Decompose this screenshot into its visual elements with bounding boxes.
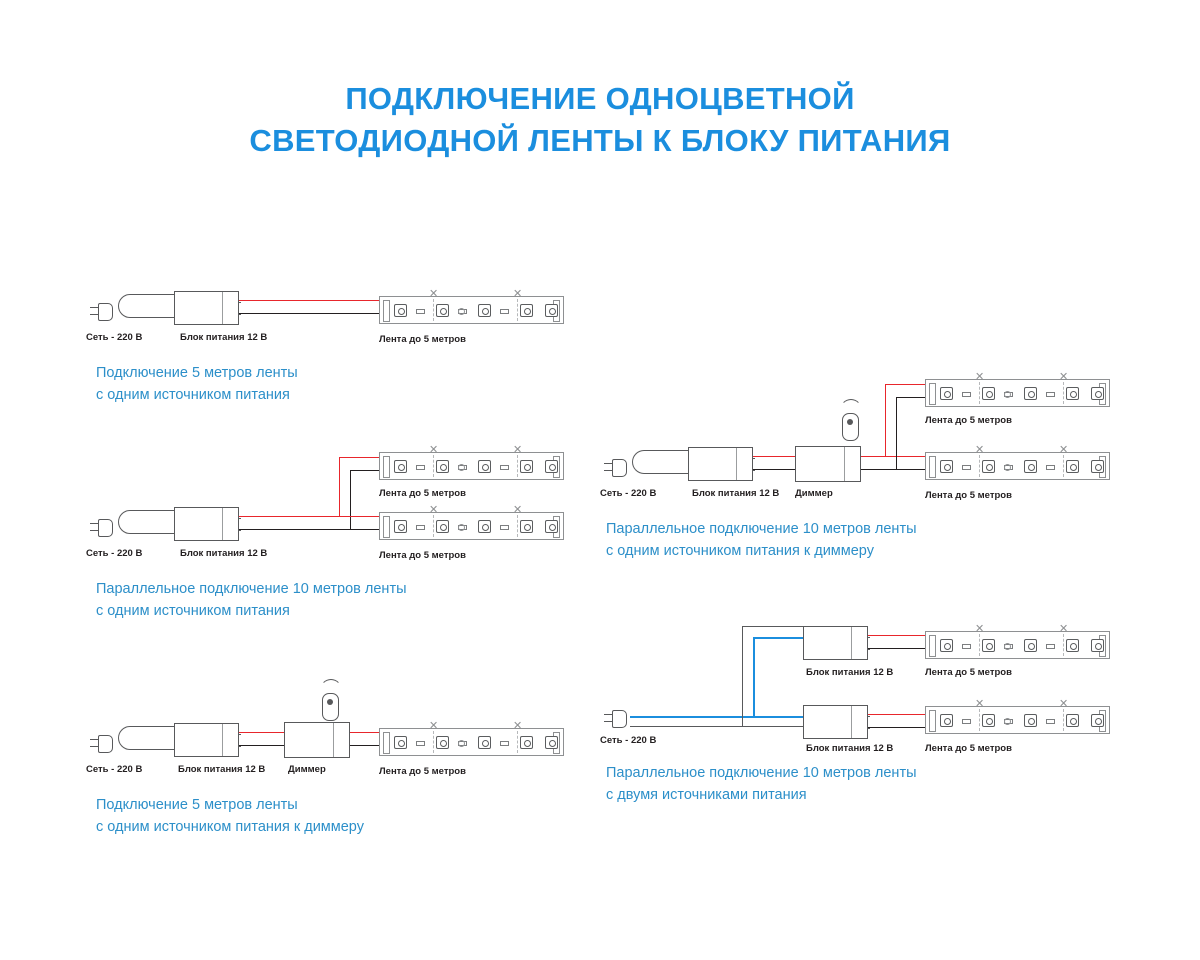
mains-wire-bottom — [140, 533, 174, 534]
wire-negative-psu-to-dimmer — [753, 469, 795, 470]
power-supply-unit — [174, 723, 239, 757]
diagram-caption-5: Параллельное подключение 10 метров ленты с двумя источниками питания — [606, 765, 917, 804]
label-psu: Блок питания 12 В — [806, 743, 894, 754]
wire-positive-psu2 — [868, 714, 926, 715]
wire-negative-psu1 — [868, 648, 926, 649]
label-psu: Блок питания 12 В — [806, 667, 894, 678]
wire-mains-grey-to-psu2 — [755, 726, 803, 727]
label-strip: Лента до 5 метров — [925, 490, 1012, 501]
wire-negative-riser — [350, 470, 351, 530]
wire-negative-riser — [896, 397, 897, 470]
wire-mains-grey-to-psu1 — [742, 626, 803, 627]
diagram-caption-2: Параллельное подключение 10 метров ленты с одним источником питания — [96, 581, 407, 620]
led-strip: ✕ ✕ — [379, 728, 564, 756]
wire-positive-branch-top — [885, 384, 926, 385]
wire-positive-psu-to-dimmer — [239, 732, 284, 733]
led-strip: ✕ ✕ — [379, 296, 564, 324]
wire-negative-branch-top — [350, 470, 380, 471]
led-strip: ✕ ✕ — [925, 631, 1110, 659]
power-supply-unit — [803, 626, 868, 660]
label-strip: Лента до 5 метров — [925, 667, 1012, 678]
wire-negative-psu-to-dimmer — [239, 745, 284, 746]
wire-positive-psu1 — [868, 635, 926, 636]
mains-lead — [632, 450, 662, 474]
mains-wire-top — [140, 294, 174, 295]
mains-wire-top — [654, 450, 688, 451]
label-strip: Лента до 5 метров — [925, 743, 1012, 754]
label-psu: Блок питания 12 В — [180, 332, 268, 343]
led-strip: ✕ ✕ — [379, 512, 564, 540]
wire-negative-dimmer-to-strip — [350, 745, 380, 746]
wire-negative — [239, 313, 379, 314]
label-strip: Лента до 5 метров — [379, 488, 466, 499]
wire-mains-blue-seg1 — [630, 716, 658, 718]
page-title — [0, 78, 1200, 162]
led-strip: ✕ ✕ — [925, 379, 1110, 407]
mains-wire-top — [140, 510, 174, 511]
label-strip: Лента до 5 метров — [379, 334, 466, 345]
wire-negative-branch-bottom — [350, 529, 380, 530]
wire-positive-riser — [339, 457, 340, 517]
wire-positive-riser — [885, 384, 886, 457]
wire-mains-grey-seg2 — [657, 726, 755, 727]
mains-lead — [118, 510, 148, 534]
label-dimmer: Диммер — [288, 764, 326, 775]
wire-positive — [239, 300, 379, 301]
mains-lead — [118, 726, 148, 750]
wire-negative-branch-top — [896, 397, 926, 398]
wire-mains-blue-seg2 — [657, 716, 755, 718]
power-supply-unit — [174, 507, 239, 541]
power-supply-unit — [803, 705, 868, 739]
wire-mains-blue-riser — [753, 637, 755, 717]
power-supply-unit — [688, 447, 753, 481]
wire-positive-branch-bottom — [339, 516, 380, 517]
wire-negative-main — [861, 469, 897, 470]
label-mains: Сеть - 220 В — [86, 332, 143, 343]
dimmer-unit — [795, 446, 861, 482]
led-strip: ✕ ✕ — [925, 706, 1110, 734]
mains-wire-bottom — [654, 473, 688, 474]
led-strip: ✕ ✕ — [379, 452, 564, 480]
diagram-caption-4: Параллельное подключение 10 метров ленты с одним источником питания к диммеру — [606, 521, 917, 560]
label-psu: Блок питания 12 В — [178, 764, 266, 775]
wire-positive-main — [239, 516, 340, 517]
label-strip: Лента до 5 метров — [379, 766, 466, 777]
mains-wire-top — [140, 726, 174, 727]
wire-positive-dimmer-to-strip — [350, 732, 380, 733]
wire-negative-main — [239, 529, 351, 530]
wire-positive-branch-bottom — [885, 456, 926, 457]
wire-positive-main — [861, 456, 886, 457]
label-psu: Блок питания 12 В — [692, 488, 780, 499]
power-supply-unit — [174, 291, 239, 325]
mains-wire-bottom — [140, 317, 174, 318]
dimmer-unit — [284, 722, 350, 758]
wire-mains-blue-to-psu1 — [753, 637, 803, 639]
diagram-caption-1: Подключение 5 метров ленты с одним источником питания — [96, 365, 298, 404]
mains-lead — [118, 294, 148, 318]
wire-mains-grey-riser — [742, 626, 743, 726]
wire-positive-psu-to-dimmer — [753, 456, 795, 457]
led-strip: ✕ ✕ — [925, 452, 1110, 480]
mains-wire-bottom — [140, 749, 174, 750]
label-strip: Лента до 5 метров — [379, 550, 466, 561]
label-mains: Сеть - 220 В — [600, 488, 657, 499]
label-psu: Блок питания 12 В — [180, 548, 268, 559]
label-dimmer: Диммер — [795, 488, 833, 499]
page-title-line-2: СВЕТОДИОДНОЙ ЛЕНТЫ К БЛОКУ ПИТАНИЯ — [249, 123, 951, 159]
label-strip: Лента до 5 метров — [925, 415, 1012, 426]
diagram-caption-3: Подключение 5 метров ленты с одним источником питания к диммеру — [96, 797, 364, 836]
page-title-line-1: ПОДКЛЮЧЕНИЕ ОДНОЦВЕТНОЙ — [345, 81, 855, 116]
label-mains: Сеть - 220 В — [600, 735, 657, 746]
label-mains: Сеть - 220 В — [86, 548, 143, 559]
wire-negative-psu2 — [868, 727, 926, 728]
wire-mains-grey-seg1 — [630, 726, 658, 727]
wire-negative-branch-bottom — [896, 469, 926, 470]
label-mains: Сеть - 220 В — [86, 764, 143, 775]
wire-positive-branch-top — [339, 457, 380, 458]
wire-mains-blue-to-psu2 — [755, 716, 803, 718]
